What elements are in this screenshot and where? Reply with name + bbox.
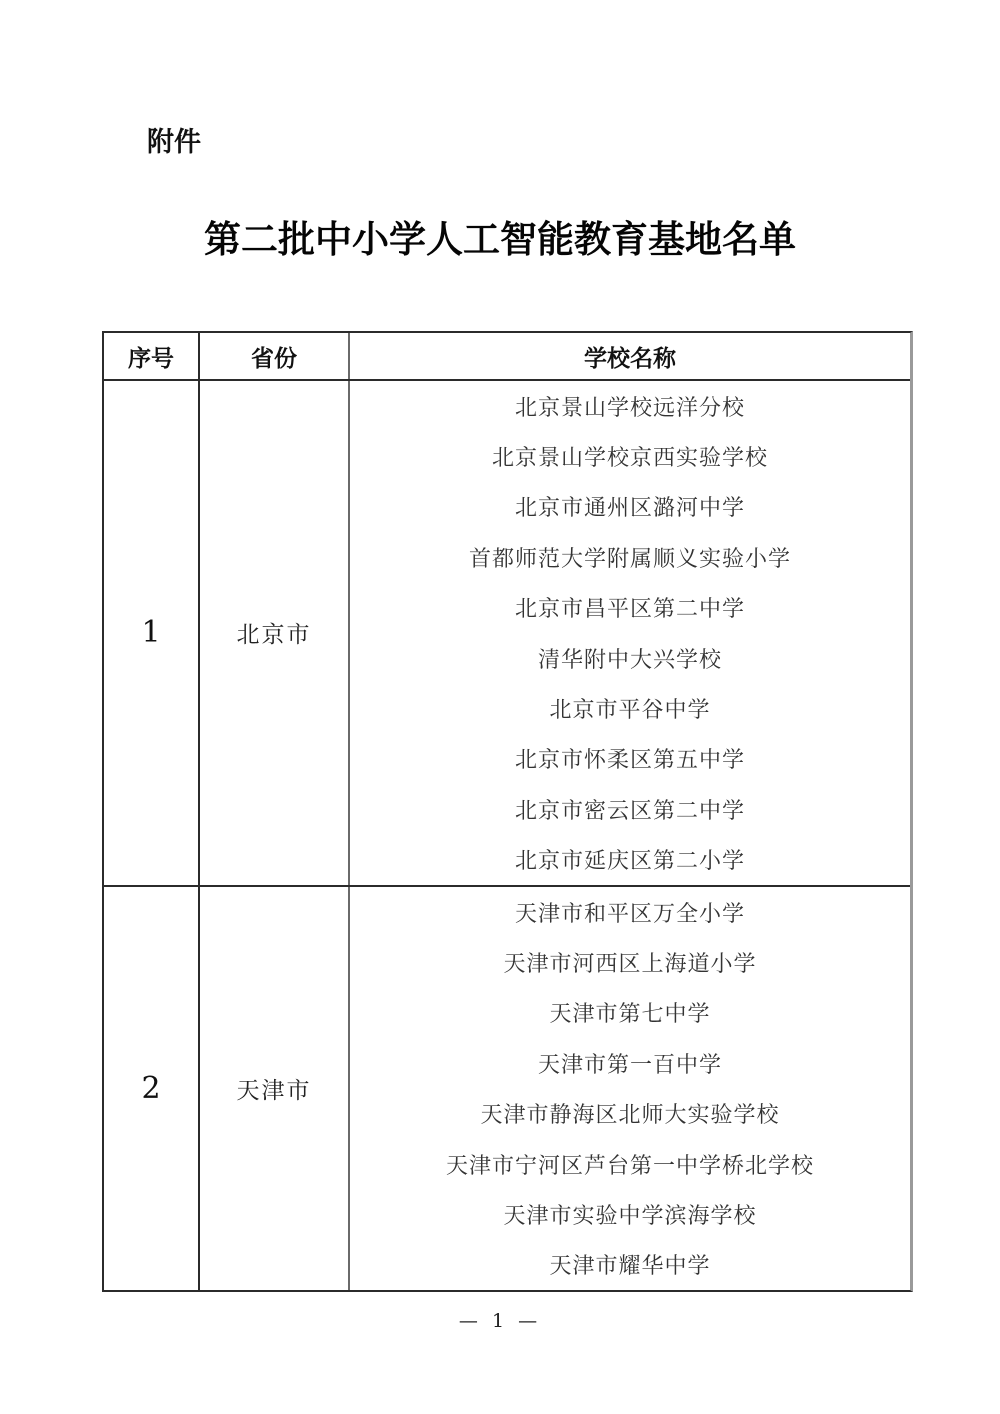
page-title: 第二批中小学人工智能教育基地名单	[204, 217, 796, 261]
school-name: 天津市第一百中学	[537, 1052, 722, 1078]
attachment-label: 附件	[147, 127, 201, 158]
header-cell-province: 省份	[200, 333, 350, 379]
province-name: 天津市	[200, 887, 350, 1290]
school-name: 天津市河西区上海道小学	[503, 951, 757, 977]
school-name: 北京市延庆区第二小学	[514, 849, 745, 875]
school-table	[102, 331, 913, 1292]
school-name: 天津市和平区万全小学	[514, 901, 745, 927]
school-name: 北京市通州区潞河中学	[514, 496, 745, 522]
row-index-number: 1	[104, 381, 200, 885]
table-row-beijing	[104, 381, 910, 887]
school-name: 北京市怀柔区第五中学	[514, 748, 745, 774]
school-name: 北京市密云区第二中学	[514, 798, 745, 824]
row-index-number: 2	[104, 887, 200, 1290]
table-header-row	[104, 333, 910, 381]
school-name: 天津市实验中学滨海学校	[503, 1203, 757, 1229]
school-list	[350, 887, 910, 1290]
province-name: 北京市	[200, 381, 350, 885]
school-name: 天津市第七中学	[549, 1002, 711, 1028]
school-name: 天津市宁河区芦台第一中学桥北学校	[445, 1153, 814, 1179]
school-name: 清华附中大兴学校	[537, 647, 722, 673]
school-name: 天津市耀华中学	[549, 1254, 711, 1280]
table-row-tianjin	[104, 887, 910, 1290]
page-number: — 1 —	[458, 1310, 542, 1332]
school-name: 首都师范大学附属顺义实验小学	[468, 546, 791, 572]
school-list	[350, 381, 910, 885]
school-name: 北京市平谷中学	[549, 698, 711, 724]
header-cell-school-name: 学校名称	[584, 344, 676, 372]
school-name: 北京景山学校远洋分校	[514, 395, 745, 421]
school-name: 天津市静海区北师大实验学校	[480, 1103, 780, 1129]
school-name: 北京市昌平区第二中学	[514, 597, 745, 623]
school-name: 北京景山学校京西实验学校	[491, 446, 768, 472]
header-cell-index: 序号	[104, 333, 200, 379]
